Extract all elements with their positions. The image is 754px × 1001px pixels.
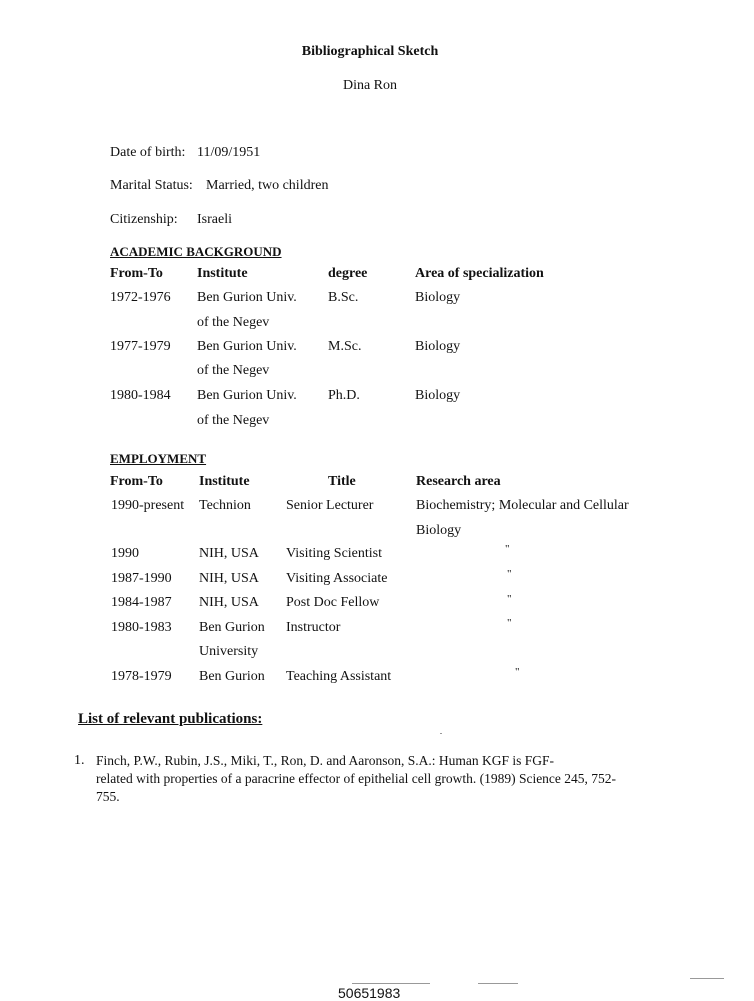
academic-header-institute: Institute	[197, 266, 248, 281]
citizenship-value: Israeli	[197, 212, 232, 227]
academic-row-years: 1977-1979	[110, 339, 171, 354]
employment-row-years: 1980-1983	[111, 620, 172, 635]
employment-row-title: Instructor	[286, 620, 341, 635]
employment-row-years: 1990-present	[111, 498, 185, 513]
academic-row-area: Biology	[415, 388, 461, 403]
publication-number: 1.	[74, 753, 85, 768]
academic-row-years: 1980-1984	[110, 388, 171, 403]
dob-value: 11/09/1951	[197, 145, 261, 160]
ditto-mark: "	[507, 593, 512, 605]
academic-heading: ACADEMIC BACKGROUND	[110, 244, 282, 259]
publication-line: Finch, P.W., Rubin, J.S., Miki, T., Ron, D. and Aaronson, S.A.: Human KGF is FGF-	[96, 753, 555, 768]
employment-row-institute: NIH, USA	[199, 546, 259, 561]
document-number: 50651983	[338, 985, 401, 1001]
ditto-mark: "	[507, 568, 512, 580]
scan-speck	[440, 733, 442, 734]
employment-row-area-cont: Biology	[416, 523, 462, 538]
employment-row-years: 1987-1990	[111, 571, 172, 586]
dob-label: Date of birth:	[110, 145, 186, 160]
academic-header-area: Area of specialization	[415, 266, 544, 281]
employment-row-years: 1990	[111, 546, 139, 561]
ditto-mark: "	[515, 666, 520, 678]
publication-line: related with properties of a paracrine effector of epithelial cell growth. (1989) Science 245, 752-	[96, 771, 617, 786]
academic-row-institute-cont: of the Negev	[197, 315, 270, 330]
marital-value: Married, two children	[206, 178, 329, 193]
person-name: Dina Ron	[342, 78, 398, 93]
academic-row-degree: B.Sc.	[328, 290, 359, 305]
employment-row-area: Biochemistry; Molecular and Cellular	[416, 498, 629, 513]
scan-speck	[352, 983, 430, 984]
ditto-mark: "	[507, 617, 512, 629]
academic-row-institute: Ben Gurion Univ.	[197, 290, 297, 305]
employment-heading: EMPLOYMENT	[110, 451, 207, 466]
employment-row-years: 1984-1987	[111, 595, 172, 610]
academic-row-institute: Ben Gurion Univ.	[197, 388, 297, 403]
employment-row-institute: Ben Gurion	[199, 620, 265, 635]
academic-row-institute: Ben Gurion Univ.	[197, 339, 297, 354]
academic-row-degree: M.Sc.	[328, 339, 362, 354]
employment-row-institute: Technion	[199, 498, 251, 513]
scan-speck	[690, 978, 724, 979]
employment-header-title: Title	[328, 474, 356, 489]
employment-row-institute: NIH, USA	[199, 595, 259, 610]
academic-row-area: Biology	[415, 290, 461, 305]
employment-row-institute: NIH, USA	[199, 571, 259, 586]
employment-row-title: Visiting Scientist	[286, 546, 382, 561]
academic-row-area: Biology	[415, 339, 461, 354]
academic-row-institute-cont: of the Negev	[197, 363, 270, 378]
scan-speck	[478, 983, 518, 984]
employment-row-title: Teaching Assistant	[286, 669, 392, 684]
academic-header-years: From-To	[110, 266, 163, 281]
marital-label: Marital Status:	[110, 178, 193, 193]
page-title: Bibliographical Sketch	[301, 44, 439, 59]
academic-row-years: 1972-1976	[110, 290, 171, 305]
employment-row-title: Senior Lecturer	[286, 498, 374, 513]
employment-header-institute: Institute	[199, 474, 250, 489]
employment-header-years: From-To	[110, 474, 163, 489]
publication-line: 755.	[96, 789, 120, 804]
employment-header-area: Research area	[416, 474, 501, 489]
ditto-mark: "	[505, 543, 510, 555]
employment-row-years: 1978-1979	[111, 669, 172, 684]
publications-heading: List of relevant publications:	[78, 711, 263, 727]
academic-row-degree: Ph.D.	[328, 388, 360, 403]
employment-row-title: Visiting Associate	[286, 571, 388, 586]
academic-row-institute-cont: of the Negev	[197, 413, 270, 428]
academic-header-degree: degree	[328, 266, 368, 281]
citizenship-label: Citizenship:	[110, 212, 178, 227]
employment-row-institute-cont: University	[199, 644, 259, 659]
employment-row-institute: Ben Gurion	[199, 669, 265, 684]
employment-row-title: Post Doc Fellow	[286, 595, 380, 610]
